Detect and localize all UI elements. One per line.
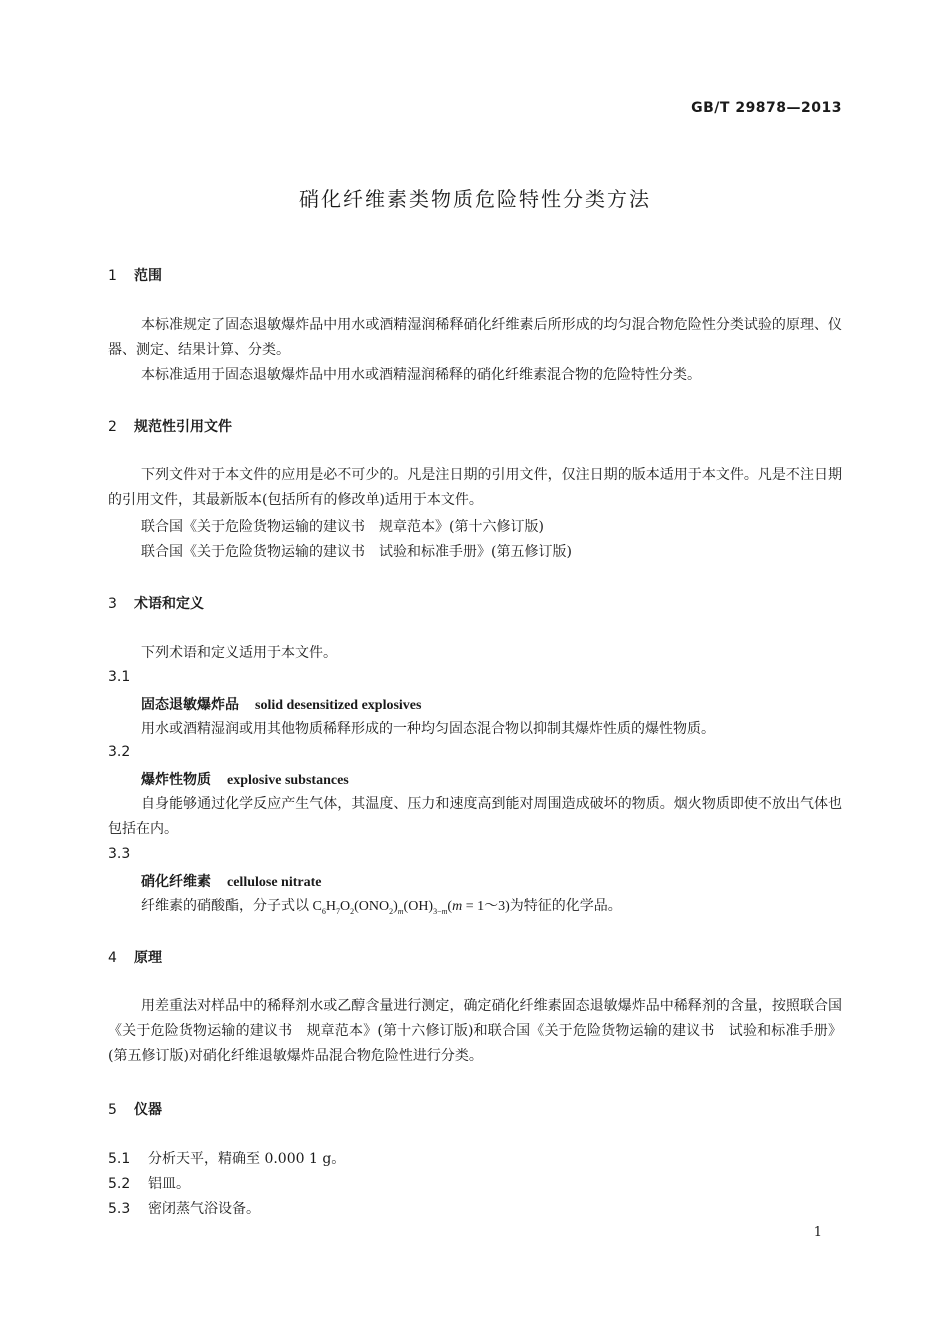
item-5-2 (108, 1173, 190, 1193)
term-3-number: 3.3 (108, 846, 131, 862)
term-3 (141, 871, 321, 891)
section-title: 范围 (134, 268, 162, 284)
term-2 (141, 769, 349, 789)
section-number: 2 (108, 419, 117, 435)
term-2-number: 3.2 (108, 744, 131, 760)
term-1-number: 3.1 (108, 669, 131, 685)
term-3-en: cellulose nitrate (227, 875, 322, 890)
section-2-paragraph-1: 下列文件对于本文件的应用是必不可少的。凡是注日期的引用文件，仅注日期的版本适用于本文件。凡是不注日期的引用文件，其最新版本(包括所有的修改单)适用于本文件。 (108, 467, 842, 508)
section-3-heading (108, 593, 204, 613)
section-number: 3 (108, 596, 117, 612)
term-2-definition: 自身能够通过化学反应产生气体，其温度、压力和速度高到能对周围造成破坏的物质。烟火物质即使不放出气体也包括在内。 (108, 796, 842, 837)
term-2-en: explosive substances (227, 773, 349, 788)
section-title: 规范性引用文件 (134, 419, 232, 435)
section-title: 原理 (134, 950, 162, 966)
section-number: 1 (108, 268, 117, 284)
section-1-heading (108, 265, 162, 285)
molecular-formula: $C_6H_7O_2(ONO_2)_m(OH)_{3-m}(m$ = 1～3) (309, 899, 510, 916)
section-title: 术语和定义 (134, 596, 204, 612)
item-text: 铝皿。 (148, 1176, 190, 1192)
item-number: 5.2 (108, 1176, 131, 1192)
reference-1: 联合国《关于危险货物运输的建议书 规章范本》(第十六修订版) (141, 519, 544, 535)
term-1-zh: 固态退敏爆炸品 (141, 697, 239, 713)
term-1 (141, 694, 421, 714)
item-5-3 (108, 1198, 260, 1218)
section-1-paragraph-2: 本标准适用于固态退敏爆炸品中用水或酒精湿润稀释的硝化纤维素混合物的危险特性分类。 (141, 367, 701, 383)
section-2-heading (108, 416, 232, 436)
section-1-paragraph-1: 本标准规定了固态退敏爆炸品中用水或酒精湿润稀释硝化纤维素后所形成的均匀混合物危险性分类试验的原理、仪器、测定、结果计算、分类。 (108, 317, 842, 358)
item-number: 5.1 (108, 1151, 131, 1167)
section-4-paragraph-1: 用差重法对样品中的稀释剂水或乙醇含量进行测定，确定硝化纤维素固态退敏爆炸品中稀释剂的含量，按照联合国《关于危险货物运输的建议书 规章范本》(第十六修订版)和联合国《关于危险货物运输的建议书 试验和标准手册》(第五修订版)对硝化纤维退敏爆炸品混合物危险性进行分类。 (108, 998, 842, 1064)
item-5-1 (108, 1148, 345, 1168)
term-2-zh: 爆炸性物质 (141, 772, 211, 788)
item-number: 5.3 (108, 1201, 131, 1217)
item-text: 密闭蒸气浴设备。 (148, 1201, 260, 1217)
reference-2: 联合国《关于危险货物运输的建议书 试验和标准手册》(第五修订版) (141, 544, 572, 560)
section-number: 4 (108, 950, 117, 966)
term-1-en: solid desensitized explosives (255, 698, 422, 713)
definition-text: 纤维素的硝酸酯，分子式以 (141, 898, 309, 914)
term-3-zh: 硝化纤维素 (141, 874, 211, 890)
term-1-definition: 用水或酒精湿润或用其他物质稀释形成的一种均匀固态混合物以抑制其爆炸性质的爆性物质。 (141, 721, 715, 737)
term-3-definition (141, 895, 622, 916)
section-title: 仪器 (134, 1102, 162, 1118)
section-5-heading (108, 1099, 162, 1119)
section-number: 5 (108, 1102, 117, 1118)
section-4-heading (108, 947, 162, 967)
standard-number: GB/T 29878—2013 (691, 100, 842, 116)
item-text: 分析天平，精确至 0.000 1 g。 (148, 1151, 346, 1167)
section-3-intro: 下列术语和定义适用于本文件。 (141, 645, 337, 661)
definition-text: 为特征的化学品。 (509, 898, 622, 914)
document-title: 硝化纤维素类物质危险特性分类方法 (299, 187, 651, 211)
page-number: 1 (813, 1225, 822, 1240)
